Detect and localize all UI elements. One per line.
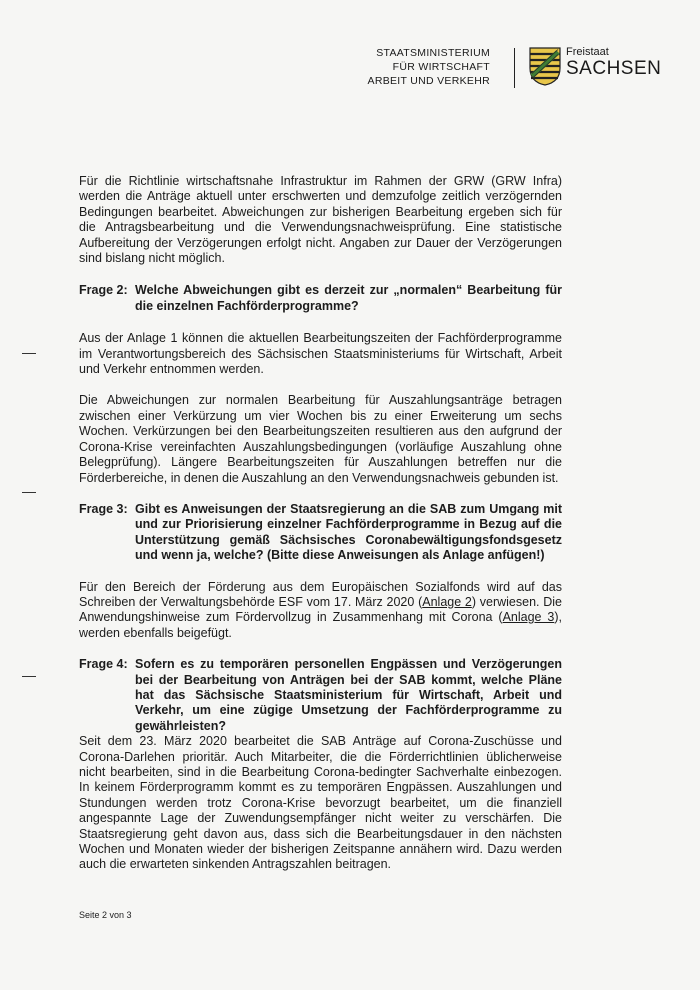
margin-mark — [22, 676, 36, 677]
question-2-label: Frage 2: — [79, 283, 128, 298]
paragraph-abweichungen: Die Abweichungen zur normalen Bearbeitung für Auszahlungsanträge betragen zwischen einer Verkürzung um vier Wochen bis zu einer Erweiterung um sechs Wochen. Verkürzungen bei den Bearbeitungszeiten resultieren aus den aufgrund der Corona-Krise vereinfachten Auszahlungsbedingungen (vorläufige Auszahlung ohne Belegprüfung). Längere Bearbeitungszeiten für Auszahlungen betreffen nur die Förderbereiche, in denen die Auszahlung an den Verwendungsnachweis gebunden ist. — [79, 393, 562, 485]
letterhead — [367, 44, 680, 92]
sachsen-label: SACHSEN — [566, 58, 662, 79]
margin-mark — [22, 353, 36, 354]
saxony-crest-icon — [528, 46, 562, 86]
paragraph-anlage-1: Aus der Anlage 1 können die aktuellen Bearbeitungszeiten der Fachförderprogramme im Verantwortungsbereich des Sächsischen Staatsministeriums für Wirtschaft, Arbeit und Verkehr entnommen werden. — [79, 331, 562, 377]
page-number: Seite 2 von 3 — [79, 910, 132, 920]
header-divider — [514, 48, 515, 88]
question-2 — [79, 283, 562, 314]
anlage-3-link[interactable]: Anlage 3 — [502, 610, 555, 625]
question-4-label: Frage 4: — [79, 657, 128, 672]
paragraph-grw-infra: Für die Richtlinie wirtschaftsnahe Infrastruktur im Rahmen der GRW (GRW Infra) werden die Anträge aktuell unter erschwerten und demzufolge zeitlich verzögernden Bedingungen bearbeitet. Abweichungen zur bisherigen Bearbeitung ergeben sich für die Antragsbearbeitung und die Verwendungsnachweisprüfung. Eine statistische Aufbereitung der Verzögerungen erfolgt nicht. Angaben zur Dauer der Verzögerungen sind bislang nicht möglich. — [79, 174, 562, 266]
question-2-text: Welche Abweichungen gibt es derzeit zur „normalen“ Bearbeitung für die einzelnen Fachförderprogramme? — [135, 283, 562, 313]
question-3 — [79, 502, 562, 564]
paragraph-sab: Seit dem 23. März 2020 bearbeitet die SAB Anträge auf Corona-Zuschüsse und Corona-Darlehen prioritär. Auch Mitarbeiter, die die Förderrichtlinien üblicherweise nicht bearbeiten, sind in die Bearbeitung Corona-bedingter Sachverhalte einbezogen. In keinem Förderprogramm kommt es zu temporären Engpässen. Auszahlungen und Stundungen werden trotz Corona-Krise bevorzugt bearbeitet, um die finanziell angespannte Lage der Zuwendungsempfänger nicht weiter zu verschärfen. Die Staatsregierung geht davon aus, dass sich die Bearbeitungsdauer in den nächsten Wochen und Monaten wieder der bisherigen Zeitspanne annähern wird. Dazu werden auch die erwarteten sinkenden Antragszahlen beitragen. — [79, 734, 562, 872]
ministry-line-3: ARBEIT UND VERKEHR — [367, 75, 490, 87]
question-3-text: Gibt es Anweisungen der Staatsregierung an die SAB zum Umgang mit und zur Priorisierung einzelner Fachförderprogramme in Bezug auf die Unterstützung gemäß Sächsisches Coronabewältigungsfondsgesetz und wenn ja, welche? (Bitte diese Anweisungen als Anlage anfügen!) — [135, 501, 562, 563]
ministry-line-2: FÜR WIRTSCHAFT — [392, 61, 490, 73]
question-3-label: Frage 3: — [79, 501, 128, 516]
esf-text-a: Für den Bereich der Förderung aus dem Europäischen Sozialfonds wird auf das Schreiben der Verwaltungsbehörde ESF vom 17. März 2020 ( — [79, 579, 562, 609]
question-4 — [79, 657, 562, 734]
letter-body — [79, 174, 562, 873]
question-4-text: Sofern es zu temporären personellen Engpässen und Verzögerungen bei der Bearbeitung von Anträgen bei der SAB kommt, welche Pläne hat das Sächsische Staatsministerium für Wirtschaft, Arbeit und Verkehr, um eine zügige Umsetzung der Fachförderprogramme zu gewährleisten? — [135, 657, 562, 733]
esf-text-b: ) verwiesen. Die Anwendungshinweise zum Fördervollzug in Zusammenhang mit Corona ( — [79, 594, 562, 625]
freistaat-label: Freistaat — [566, 46, 609, 58]
margin-mark — [22, 492, 36, 493]
ministry-name — [290, 46, 490, 88]
paragraph-esf — [79, 580, 562, 642]
esf-text-c: ), werden ebenfalls beigefügt. — [79, 610, 562, 640]
anlage-2-link[interactable]: Anlage 2 — [422, 594, 472, 609]
ministry-line-1: STAATSMINISTERIUM — [376, 47, 490, 59]
